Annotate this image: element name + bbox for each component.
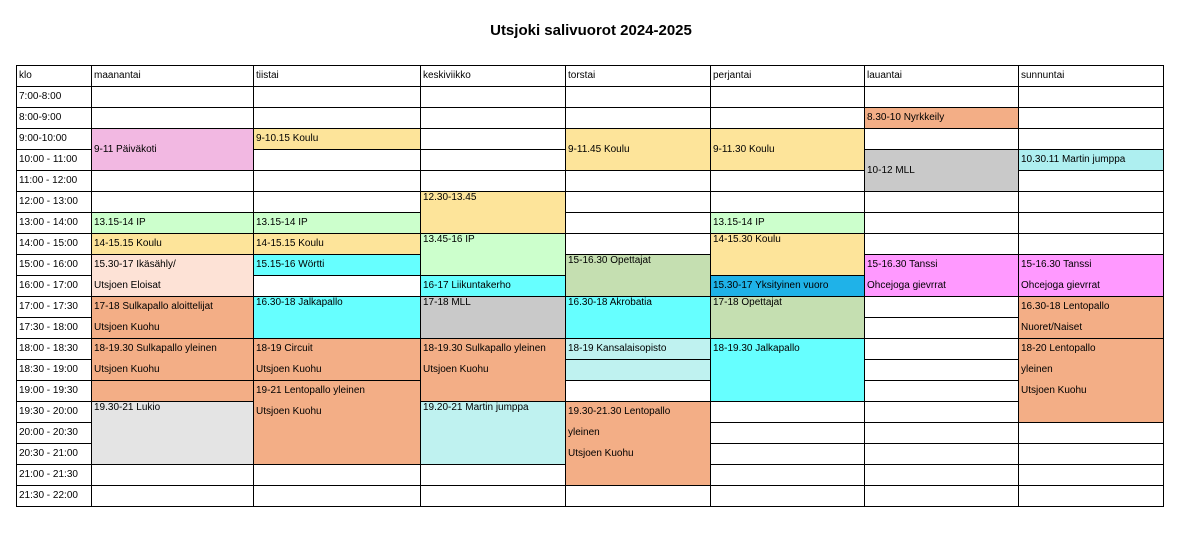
event-label: 14-15.30 Koulu <box>713 234 781 245</box>
event-sat-mll <box>865 150 1019 192</box>
day-header-sunday: sunnuntai <box>1019 66 1164 87</box>
table-row <box>17 381 1164 402</box>
event-mon-ikasahly-club: Utsjoen Eloisat <box>92 276 254 297</box>
event-tue-wortti: 15.15-16 Wörtti <box>254 255 421 276</box>
day-header-friday: perjantai <box>711 66 865 87</box>
empty-cell <box>1019 213 1164 234</box>
empty-cell <box>1019 423 1164 444</box>
empty-cell <box>92 465 254 486</box>
event-sun-lentopallo-nuoret: 16.30-18 Lentopallo <box>1019 297 1164 318</box>
event-mon-ikasahly: 15.30-17 Ikäsähly/ <box>92 255 254 276</box>
empty-cell <box>566 192 711 213</box>
page-title: Utsjoki salivuorot 2024-2025 <box>490 22 692 39</box>
event-thu-lentopallo-club: Utsjoen Kuohu <box>566 444 711 465</box>
event-fri-ip: 13.15-14 IP <box>711 213 865 234</box>
time-label: 20:00 - 20:30 <box>17 423 92 444</box>
event-sun-lentopallo-yleinen-2: yleinen <box>1019 360 1164 381</box>
event-sun-lentopallo-nuoret-group: Nuoret/Naiset <box>1019 318 1164 339</box>
event-label: 12.30-13.45 <box>423 192 477 203</box>
empty-cell <box>566 234 711 255</box>
event-sun-lentopallo-end <box>1019 402 1164 423</box>
day-header-monday: maanantai <box>92 66 254 87</box>
event-fri-opettajat <box>711 297 865 339</box>
table-row <box>17 213 1164 234</box>
event-mon-sulkapallo-cont <box>92 381 254 402</box>
time-label: 17:30 - 18:00 <box>17 318 92 339</box>
empty-cell <box>865 192 1019 213</box>
event-mon-sulkapallo-yleinen-club: Utsjoen Kuohu <box>92 360 254 381</box>
empty-cell <box>566 171 711 192</box>
empty-cell <box>254 276 421 297</box>
table-row <box>17 255 1164 276</box>
empty-cell <box>711 171 865 192</box>
empty-cell <box>92 192 254 213</box>
empty-cell <box>421 150 566 171</box>
time-label: 9:00-10:00 <box>17 129 92 150</box>
event-label: 17-18 Opettajat <box>713 297 782 308</box>
table-row <box>17 402 1164 423</box>
event-mon-sulkapallo-aloittelijat: 17-18 Sulkapallo aloittelijat <box>92 297 254 318</box>
event-tue-koulu: 9-10.15 Koulu <box>254 129 421 150</box>
empty-cell <box>865 213 1019 234</box>
empty-cell <box>711 465 865 486</box>
day-header-thursday: torstai <box>566 66 711 87</box>
empty-cell <box>711 108 865 129</box>
empty-cell <box>865 423 1019 444</box>
empty-cell <box>254 150 421 171</box>
time-label: 20:30 - 21:00 <box>17 444 92 465</box>
empty-cell <box>566 108 711 129</box>
event-label: 16.30-18 Akrobatia <box>568 297 652 308</box>
event-label: 9-11.45 Koulu <box>568 143 630 155</box>
empty-cell <box>92 486 254 507</box>
time-label: 12:00 - 13:00 <box>17 192 92 213</box>
empty-cell <box>421 171 566 192</box>
event-label: 19.30-21 Lukio <box>94 402 161 413</box>
header-row <box>17 66 1164 87</box>
time-label: 17:00 - 17:30 <box>17 297 92 318</box>
empty-cell <box>254 87 421 108</box>
empty-cell <box>1019 171 1164 192</box>
event-fri-yksityinen: 15.30-17 Yksityinen vuoro <box>711 276 865 297</box>
empty-cell <box>421 108 566 129</box>
empty-cell <box>865 129 1019 150</box>
empty-cell <box>865 339 1019 360</box>
event-thu-lentopallo-2: yleinen <box>566 423 711 444</box>
empty-cell <box>254 171 421 192</box>
event-fri-koulu-2 <box>711 234 865 276</box>
time-label: 18:00 - 18:30 <box>17 339 92 360</box>
table-row <box>17 360 1164 381</box>
empty-cell <box>566 213 711 234</box>
event-label: 16.30-18 Jalkapallo <box>256 297 343 308</box>
event-wed-sulkapallo-cont <box>421 381 566 402</box>
event-label: 10-12 MLL <box>867 164 915 176</box>
day-header-saturday: lauantai <box>865 66 1019 87</box>
time-label: 16:00 - 17:00 <box>17 276 92 297</box>
day-header-wednesday: keskiviikko <box>421 66 566 87</box>
event-sun-martin-jumppa: 10.30.11 Martin jumppa <box>1019 150 1164 171</box>
time-label: 21:30 - 22:00 <box>17 486 92 507</box>
time-label: 14:00 - 15:00 <box>17 234 92 255</box>
empty-cell <box>92 171 254 192</box>
time-label: 11:00 - 12:00 <box>17 171 92 192</box>
empty-cell <box>865 297 1019 318</box>
empty-cell <box>1019 87 1164 108</box>
empty-cell <box>711 402 865 423</box>
event-mon-ip: 13.15-14 IP <box>92 213 254 234</box>
event-thu-kansalaisopisto: 18-19 Kansalaisopisto <box>566 339 711 360</box>
event-tue-jalkapallo <box>254 297 421 339</box>
empty-cell <box>421 486 566 507</box>
table-row <box>17 108 1164 129</box>
event-label: 9-11 Päiväkoti <box>94 143 157 155</box>
event-mon-sulkapallo-club: Utsjoen Kuohu <box>92 318 254 339</box>
empty-cell <box>1019 444 1164 465</box>
empty-cell <box>421 87 566 108</box>
table-row <box>17 129 1164 150</box>
empty-cell <box>1019 192 1164 213</box>
event-tue-lentopallo-end <box>254 444 421 465</box>
empty-cell <box>865 381 1019 402</box>
event-sat-tanssi: 15-16.30 Tanssi <box>865 255 1019 276</box>
event-sat-tanssi-group: Ohcejoga gievrrat <box>865 276 1019 297</box>
time-column-header: klo <box>17 66 92 87</box>
time-label: 10:00 - 11:00 <box>17 150 92 171</box>
empty-cell <box>865 318 1019 339</box>
event-tue-koulu-2: 14-15.15 Koulu <box>254 234 421 255</box>
event-thu-opettajat <box>566 255 711 297</box>
table-row <box>17 486 1164 507</box>
event-sun-tanssi-group: Ohcejoga gievrrat <box>1019 276 1164 297</box>
empty-cell <box>566 486 711 507</box>
event-thu-lentopallo: 19.30-21.30 Lentopallo <box>566 402 711 423</box>
event-sat-nyrkkeily: 8.30-10 Nyrkkeily <box>865 108 1019 129</box>
empty-cell <box>1019 465 1164 486</box>
time-label: 8:00-9:00 <box>17 108 92 129</box>
empty-cell <box>254 486 421 507</box>
empty-cell <box>865 402 1019 423</box>
empty-cell <box>711 423 865 444</box>
empty-cell <box>865 234 1019 255</box>
table-row <box>17 297 1164 318</box>
empty-cell <box>566 87 711 108</box>
event-tue-ip: 13.15-14 IP <box>254 213 421 234</box>
event-thu-akrobatia <box>566 297 711 339</box>
time-label: 7:00-8:00 <box>17 87 92 108</box>
empty-cell <box>865 465 1019 486</box>
empty-cell <box>254 192 421 213</box>
empty-cell <box>254 465 421 486</box>
empty-cell <box>1019 129 1164 150</box>
event-wed-sulkapallo-yleinen: 18-19.30 Sulkapallo yleinen <box>421 339 566 360</box>
event-mon-lukio <box>92 402 254 465</box>
event-wed-liikuntakerho: 16-17 Liikuntakerho <box>421 276 566 297</box>
table-row <box>17 234 1164 255</box>
event-label: 19.20-21 Martin jumppa <box>423 402 529 413</box>
event-sun-lentopallo-club: Utsjoen Kuohu <box>1019 381 1164 402</box>
event-tue-circuit: 18-19 Circuit <box>254 339 421 360</box>
empty-cell <box>1019 108 1164 129</box>
empty-cell <box>421 129 566 150</box>
event-sun-lentopallo-yleinen: 18-20 Lentopallo <box>1019 339 1164 360</box>
table-row <box>17 87 1164 108</box>
empty-cell <box>711 486 865 507</box>
event-wed-1230 <box>421 192 566 234</box>
empty-cell <box>865 486 1019 507</box>
empty-cell <box>1019 486 1164 507</box>
empty-cell <box>1019 234 1164 255</box>
event-mon-sulkapallo-yleinen: 18-19.30 Sulkapallo yleinen <box>92 339 254 360</box>
event-tue-lentopallo-club: Utsjoen Kuohu <box>254 402 421 423</box>
event-tue-circuit-club: Utsjoen Kuohu <box>254 360 421 381</box>
time-label: 19:30 - 20:00 <box>17 402 92 423</box>
table-row <box>17 339 1164 360</box>
event-mon-koulu: 14-15.15 Koulu <box>92 234 254 255</box>
event-sun-tanssi: 15-16.30 Tanssi <box>1019 255 1164 276</box>
event-thu-koulu <box>566 129 711 171</box>
empty-cell <box>92 108 254 129</box>
time-label: 15:00 - 16:00 <box>17 255 92 276</box>
event-wed-sulkapallo-club: Utsjoen Kuohu <box>421 360 566 381</box>
empty-cell <box>566 381 711 402</box>
table-row <box>17 192 1164 213</box>
empty-cell <box>865 444 1019 465</box>
event-tue-lentopallo: 19-21 Lentopallo yleinen <box>254 381 421 402</box>
empty-cell <box>865 360 1019 381</box>
empty-cell <box>865 87 1019 108</box>
empty-cell <box>254 108 421 129</box>
table-row <box>17 465 1164 486</box>
time-label: 21:00 - 21:30 <box>17 465 92 486</box>
schedule-table <box>16 65 1164 507</box>
empty-cell <box>711 192 865 213</box>
event-label: 13.45-16 IP <box>423 234 475 245</box>
time-label: 19:00 - 19:30 <box>17 381 92 402</box>
event-fri-jalkapallo-cont <box>711 360 865 381</box>
event-wed-mll <box>421 297 566 339</box>
event-label: 17-18 MLL <box>423 297 471 308</box>
event-thu-lentopallo-end <box>566 465 711 486</box>
event-fri-koulu <box>711 129 865 171</box>
empty-cell <box>421 465 566 486</box>
time-label: 13:00 - 14:00 <box>17 213 92 234</box>
event-wed-martin-jumppa <box>421 402 566 465</box>
empty-cell <box>711 87 865 108</box>
event-label: 15-16.30 Opettajat <box>568 255 651 266</box>
event-wed-ip <box>421 234 566 276</box>
event-fri-jalkapallo-end <box>711 381 865 402</box>
empty-cell <box>92 87 254 108</box>
event-mon-paivakoti <box>92 129 254 171</box>
time-label: 18:30 - 19:00 <box>17 360 92 381</box>
event-fri-jalkapallo: 18-19.30 Jalkapallo <box>711 339 865 360</box>
day-header-tuesday: tiistai <box>254 66 421 87</box>
event-thu-kansalaisopisto-cont <box>566 360 711 381</box>
event-tue-lentopallo-cont <box>254 423 421 444</box>
event-label: 9-11.30 Koulu <box>713 143 775 155</box>
empty-cell <box>711 444 865 465</box>
